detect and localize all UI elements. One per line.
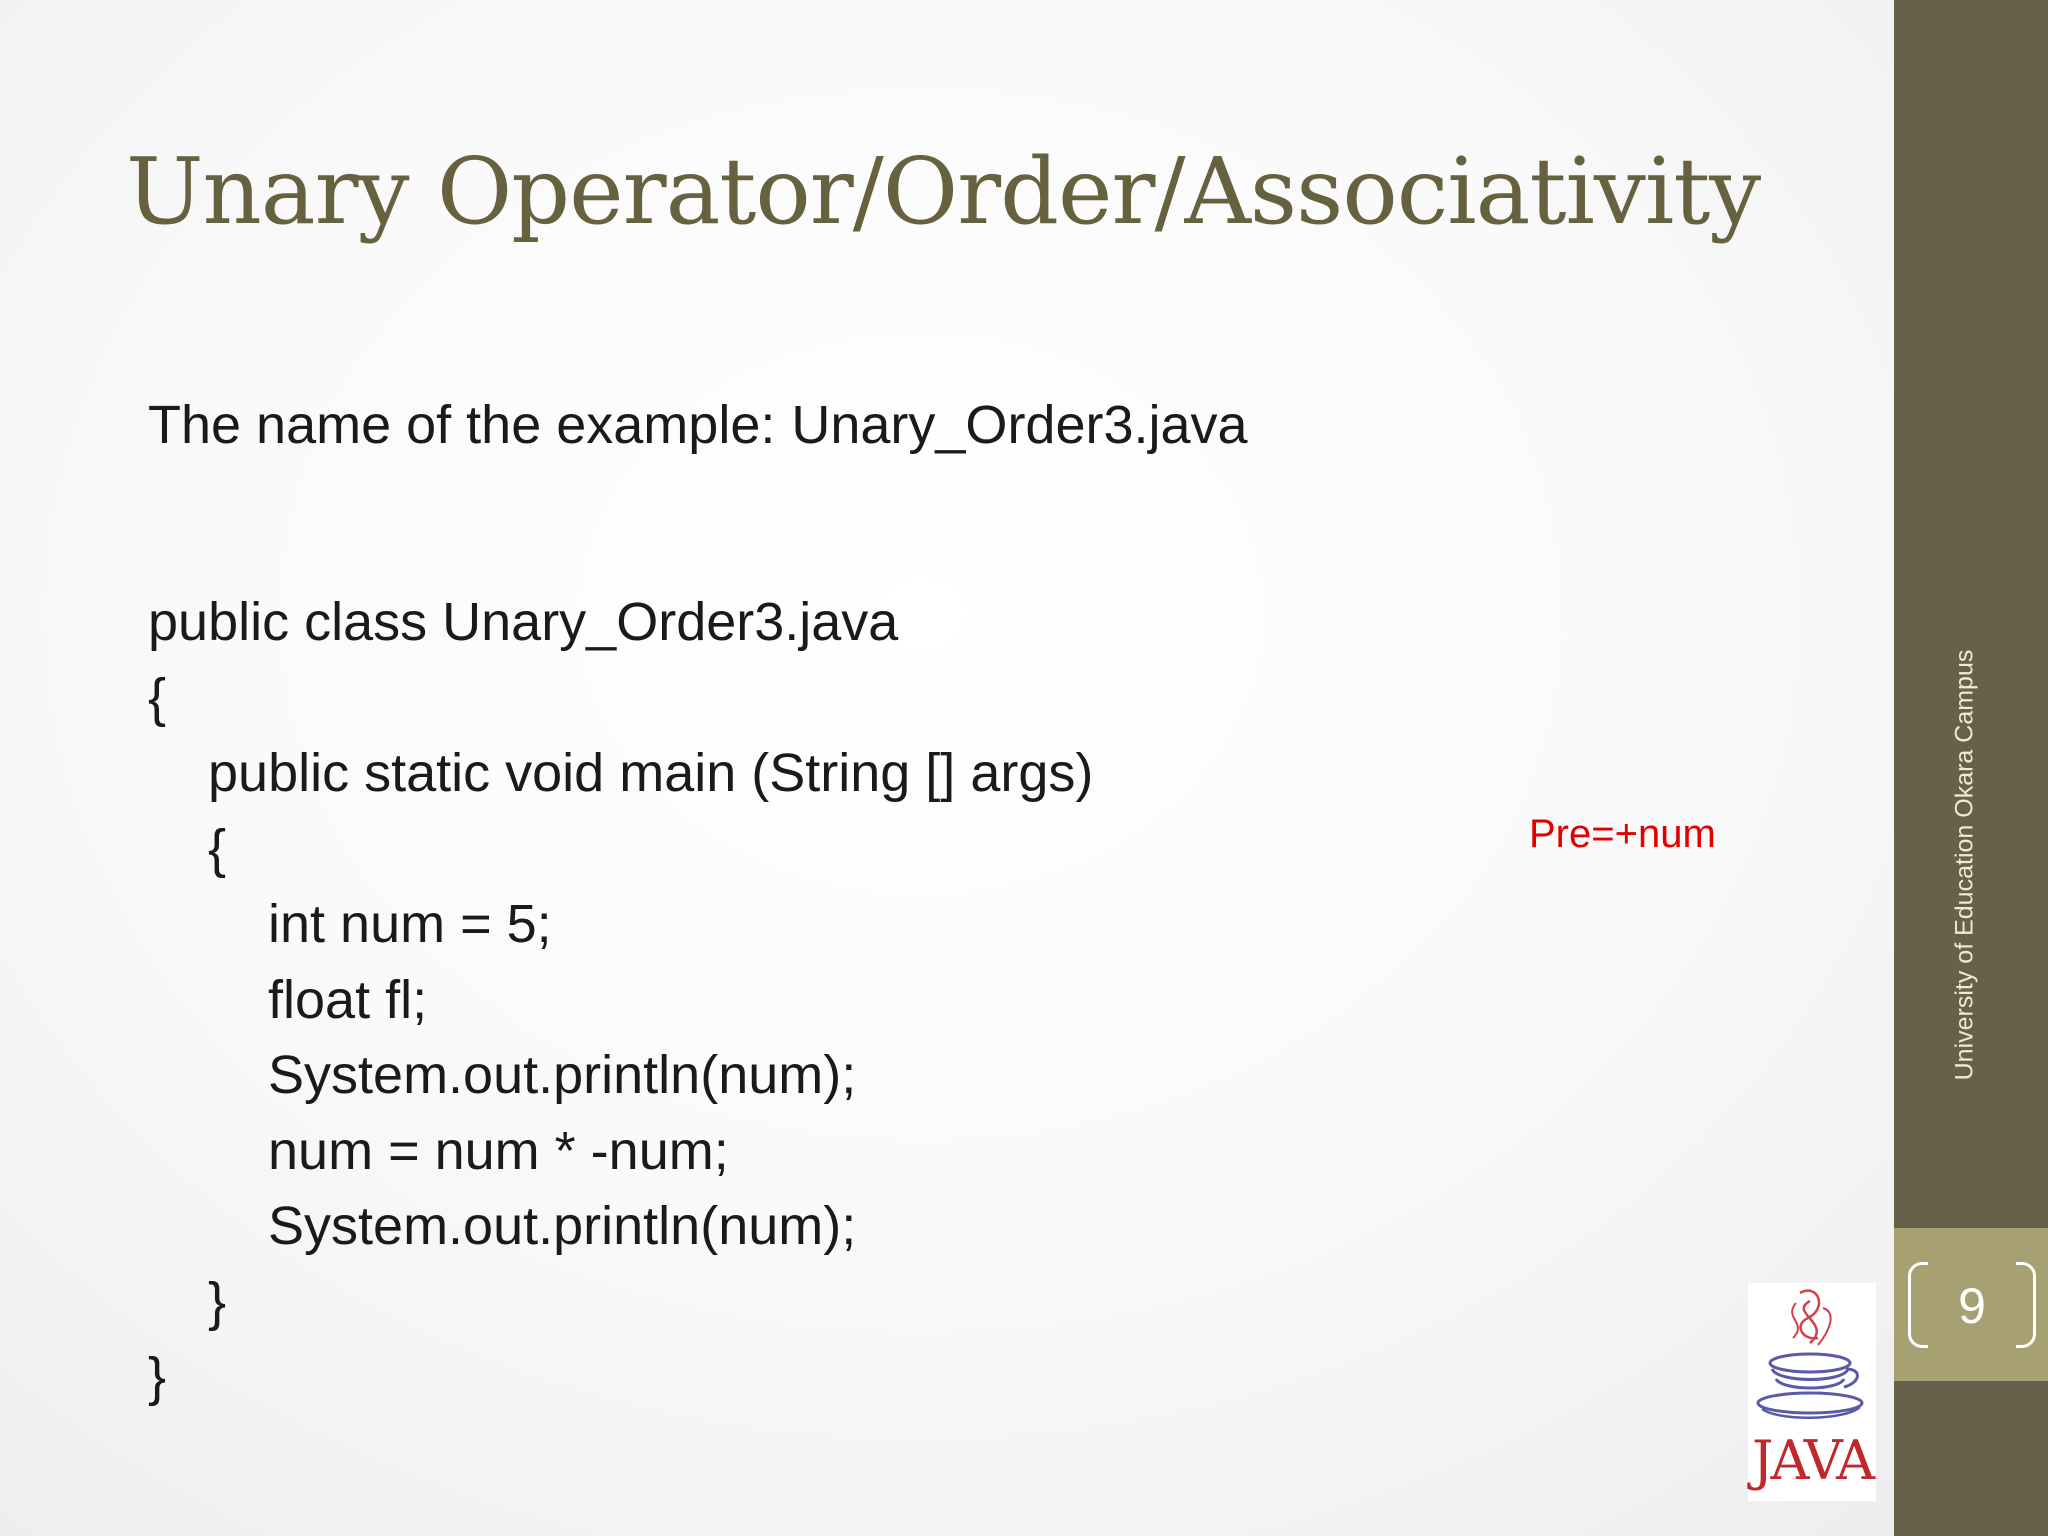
- code-line: public static void main (String [] args): [148, 743, 1094, 803]
- java-logo: [1748, 1283, 1876, 1501]
- slide-title: Unary Operator/Order/Associativity: [126, 138, 1761, 245]
- code-line: }: [148, 1347, 167, 1407]
- example-name-line: [148, 394, 1248, 456]
- example-label: The name of the example:: [148, 395, 776, 455]
- code-line: }: [148, 1271, 227, 1332]
- code-line: float fl;: [148, 969, 428, 1030]
- annotation-note: Pre=+num: [1529, 812, 1716, 856]
- java-logo-text: JAVA: [1751, 1429, 1873, 1492]
- institution-label: University of Education Okara Campus: [1950, 649, 1979, 1081]
- code-line: {: [148, 818, 227, 879]
- page-number: [1908, 1262, 2036, 1350]
- page-number-value: 9: [1958, 1278, 1986, 1334]
- code-block: [148, 585, 1093, 1416]
- code-line: public class Unary_Order3.java: [148, 592, 899, 652]
- code-line: int num = 5;: [148, 894, 552, 954]
- code-line: num = num * -num;: [148, 1120, 729, 1181]
- java-coffee-cup-icon: [1748, 1283, 1876, 1433]
- example-file-name: Unary_Order3.java: [791, 395, 1248, 455]
- code-line: System.out.println(num);: [148, 1196, 857, 1256]
- code-line: {: [148, 667, 167, 728]
- code-line: System.out.println(num);: [148, 1045, 857, 1105]
